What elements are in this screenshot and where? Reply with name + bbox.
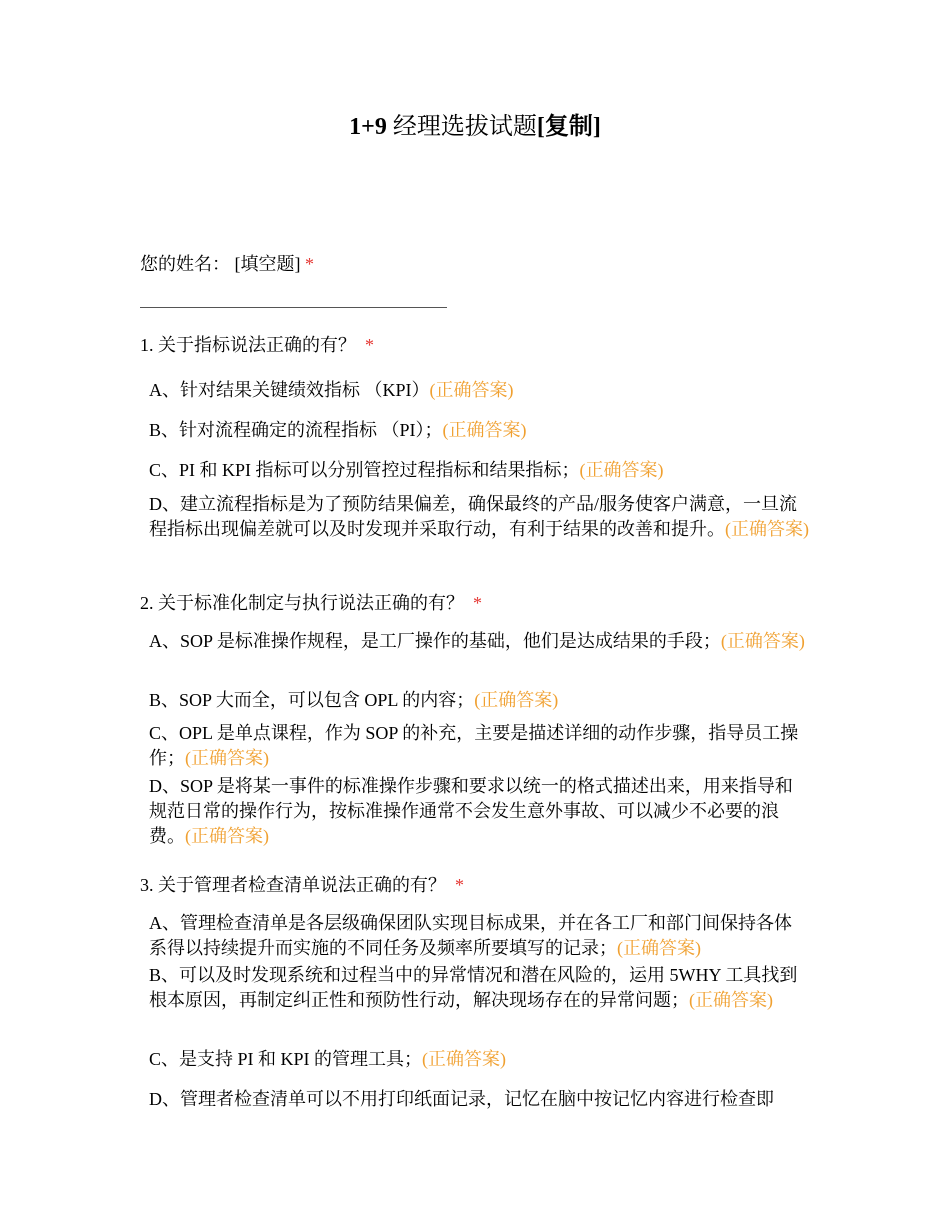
- required-mark: *: [365, 335, 374, 355]
- option-1b[interactable]: B、针对流程确定的流程指标 （PI）；(正确答案): [149, 420, 527, 440]
- correct-answer-tag: (正确答案): [422, 1049, 507, 1069]
- correct-answer-tag: (正确答案): [725, 519, 809, 539]
- option-2c[interactable]: C、OPL 是单点课程，作为 SOP 的补充，主要是描述详细的动作步骤，指导员工操作；(正确答案): [149, 723, 799, 768]
- correct-answer-tag: (正确答案): [185, 826, 269, 846]
- option-3a[interactable]: A、管理检查清单是各层级确保团队实现目标成果，并在各工厂和部门间保持各体系得以持续提升而实施的不同任务及频率所要填写的记录；(正确答案): [149, 913, 792, 958]
- required-mark: *: [455, 875, 464, 895]
- page-title: 1+9 经理选拔试题[复制]: [349, 114, 601, 140]
- correct-answer-tag: (正确答案): [442, 420, 527, 440]
- option-3c[interactable]: C、是支持 PI 和 KPI 的管理工具；(正确答案): [149, 1049, 507, 1069]
- question-2: 2. 关于标准化制定与执行说法正确的有？ *: [140, 593, 482, 613]
- required-mark: *: [305, 254, 314, 274]
- option-1c[interactable]: C、PI 和 KPI 指标可以分别管控过程指标和结果指标；(正确答案): [149, 460, 664, 480]
- name-input-line[interactable]: [140, 307, 447, 308]
- option-2d[interactable]: D、SOP 是将某一事件的标准操作步骤和要求以统一的格式描述出来，用来指导和规范日常的操作行为，按标准操作通常不会发生意外事故、可以减少不必要的浪费。(正确答案): [149, 776, 793, 846]
- option-3d[interactable]: D、管理者检查清单可以不用打印纸面记录，记忆在脑中按记忆内容进行检查即: [149, 1089, 774, 1109]
- correct-answer-tag: (正确答案): [617, 938, 701, 958]
- option-2a[interactable]: A、SOP 是标准操作规程，是工厂操作的基础，他们是达成结果的手段；(正确答案): [149, 631, 805, 651]
- required-mark: *: [473, 593, 482, 613]
- correct-answer-tag: (正确答案): [185, 748, 269, 768]
- name-field-label: 您的姓名： [填空题] *: [140, 254, 314, 274]
- option-3b[interactable]: B、可以及时发现系统和过程当中的异常情况和潜在风险的，运用 5WHY 工具找到根本原因，再制定纠正性和预防性行动，解决现场存在的异常问题；(正确答案): [149, 965, 798, 1010]
- correct-answer-tag: (正确答案): [689, 990, 773, 1010]
- correct-answer-tag: (正确答案): [474, 690, 559, 710]
- correct-answer-tag: (正确答案): [579, 460, 664, 480]
- question-type: [填空题]: [234, 254, 301, 274]
- correct-answer-tag: (正确答案): [429, 380, 514, 400]
- option-1a[interactable]: A、针对结果关键绩效指标 （KPI）(正确答案): [149, 380, 514, 400]
- question-3: 3. 关于管理者检查清单说法正确的有？ *: [140, 875, 464, 895]
- question-1: 1. 关于指标说法正确的有？ *: [140, 335, 374, 355]
- option-2b[interactable]: B、SOP 大而全，可以包含 OPL 的内容；(正确答案): [149, 690, 559, 710]
- option-1d[interactable]: D、建立流程指标是为了预防结果偏差，确保最终的产品/服务使客户满意，一旦流程指标出现偏差就可以及时发现并采取行动，有利于结果的改善和提升。(正确答案): [149, 494, 809, 539]
- correct-answer-tag: (正确答案): [720, 631, 805, 651]
